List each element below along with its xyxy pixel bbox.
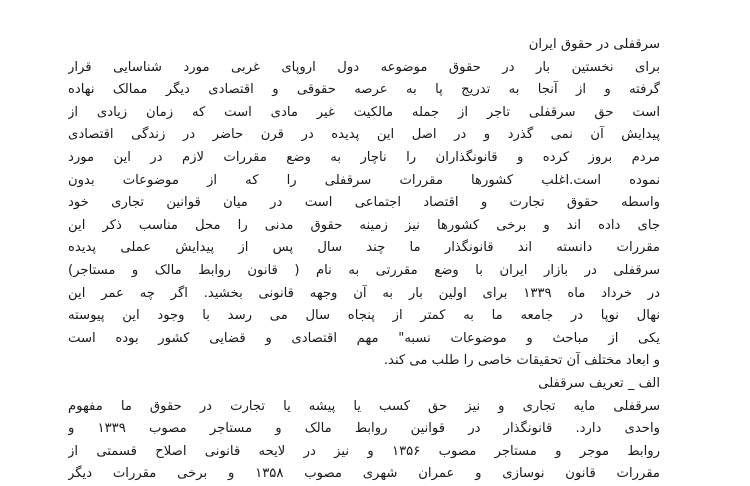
paragraph-last-line: و ابعاد مختلف آن تحقیقات خاصی را طلب می کند. <box>383 353 660 369</box>
paragraph-line: روابط موجر و مستاجر مصوب ۱۳۵۶ و نیز در لایحه قانونی اصلاح قسمتی از <box>68 443 660 459</box>
paragraph-line: جای داده اند و برخی کشورها نیز زمینه حقوق مدنی را محل مناسب ذکر این <box>68 217 660 233</box>
subsection-title: الف _ تعریف سرقفلی <box>538 375 660 391</box>
paragraph-line: است حق سرقفلی تاجر از جمله مالکیت غیر مادی است که زمان زیادی از <box>68 104 660 120</box>
paragraph-line: نهال نوپا در جامعه ما به کمتر از پنجاه سال می رسد با وجود این پیوسته <box>68 308 660 324</box>
paragraph-line: پیدایش آن نمی گذرد و در اصل این پدیده در قرن حاضر در زندگی اقتصادی <box>68 127 660 143</box>
paragraph-line: مردم بروز کرده و قانونگذاران را ناچار به وضع مقررات لازم در این مورد <box>68 149 660 165</box>
paragraph-line: واحدی دارد. قانونگذار در قوانین روابط مالک و مستاجر مصوب ۱۳۳۹ و <box>68 421 660 437</box>
paragraph-line: واسطه حقوق تجارت و اقتصاد اجتماعی است در میان قوانین تجاری خود <box>68 195 660 211</box>
paragraph-line: یکی از مباحث و موضوعات نسبه" مهم اقتصادی و قضایی کشور بوده است <box>68 330 660 346</box>
paragraph-line: مقررات قانون نوسازی و عمران شهری مصوب ۱۳۵۸ و برخی مقررات دیگر <box>68 466 660 482</box>
paragraph-line: در خرداد ماه ۱۳۳۹ برای اولین بار به آن وجهه قانونی بخشید. اگر چه عمر این <box>68 285 660 301</box>
paragraph-line: گرفته و از آنجا به تدریج پا به عرصه حقوقی و اقتصادی دیگر ممالک نهاده <box>68 82 660 98</box>
paragraph-line: سرقفلی در بازار ایران با وضع مقررتی به نام ( قانون روابط مالک و مستاجر) <box>68 262 660 278</box>
paragraph-line: مقررات دانسته اند قانونگذار ما چند سال پس از پیدایش عملی پدیده <box>68 240 660 256</box>
section-title: سرقفلی در حقوق ایران <box>528 37 660 52</box>
paragraph-line: نموده است.اغلب کشورها مقررات سرقفلی را که از موضوعات بدون <box>68 172 660 188</box>
paragraph-line: سرقفلی مایه تجاری و نیز حق کسب یا پیشه یا تجارت در حقوق ما مفهوم <box>68 398 660 414</box>
paragraph-line: برای نخستین بار در حقوق موضوعه دول اروپای غربی مورد شناسایی قرار <box>68 59 660 75</box>
article-text <box>68 34 660 486</box>
